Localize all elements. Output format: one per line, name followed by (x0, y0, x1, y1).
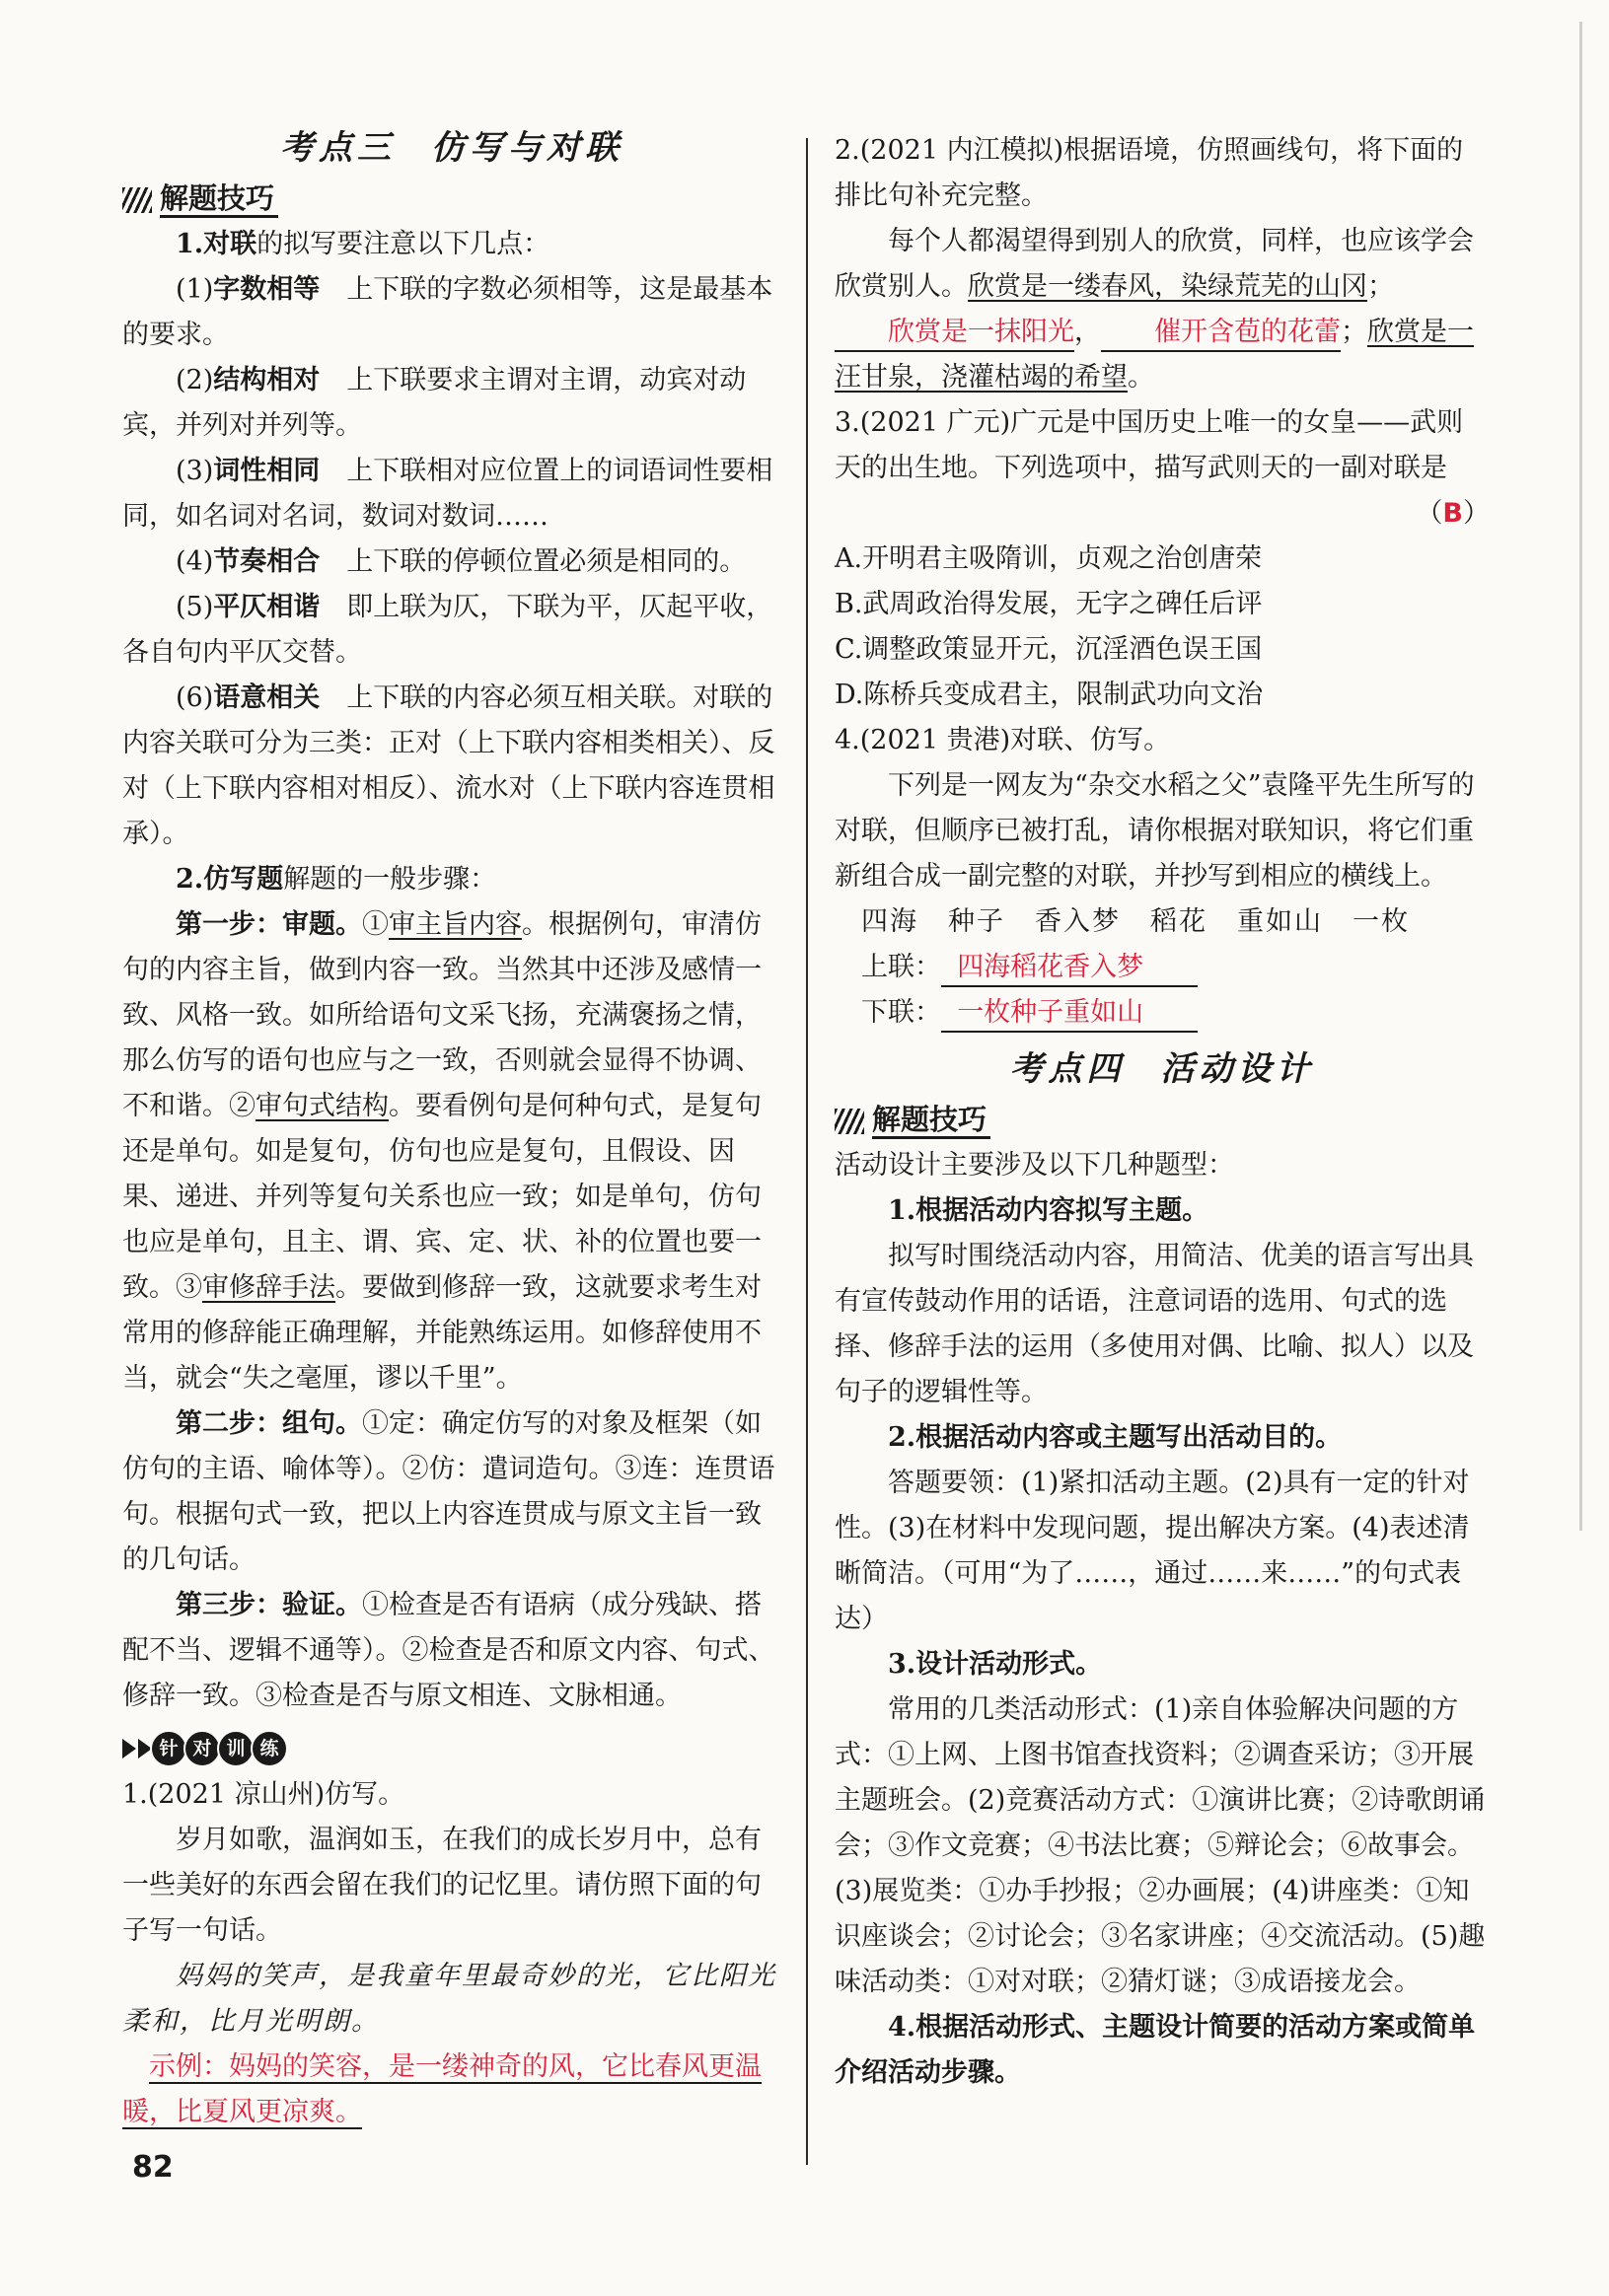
skill-heading (835, 1103, 1490, 1139)
type-2-head: 2.根据活动内容或主题写出活动目的。 (888, 1422, 1343, 1453)
option-d: D.陈桥兵变成君主，限制武功向文治 (835, 680, 1264, 710)
option-a: A.开明君主吸隋训，贞观之治创唐荣 (835, 543, 1263, 574)
word-chip: 重如山 (1237, 906, 1323, 937)
activity-intro: 活动设计主要涉及以下几种题型： (835, 1150, 1234, 1181)
paragraph-imitation-intro: 2.仿写题解题的一般步骤： (176, 864, 497, 895)
couplet-rule-5: (5)平仄相谐 即上联为仄，下联为平，仄起平收，各自句内平仄交替。 (122, 592, 773, 668)
skill-label: 解题技巧 (160, 181, 278, 218)
type-1-text: 拟写时围绕活动内容，用简洁、优美的语言写出具有宣传鼓动作用的话语，注意词语的选用、句式的选择、修辞手法的运用（多使用对偶、比喻、拟人）以及句子的逻辑性等。 (835, 1241, 1474, 1407)
upper-couplet-answer: 四海稻花香入梦 (941, 950, 1198, 987)
word-chip: 一枚 (1353, 906, 1410, 937)
left-column (122, 116, 781, 2135)
hatch-icon (122, 187, 152, 213)
step-2: 第二步：组句。①定：确定仿写的对象及框架（如仿句的主语、喻体等）。②仿：遣词造句。③连：连贯语句。根据句式一致，把以上内容连贯成与原文主旨一致的几句话。 (122, 1408, 775, 1575)
type-3-text: 常用的几类活动形式：(1)亲自体验解决问题的方式：①上网、上图书馆查找资料；②调查采访；③开展主题班会。(2)竞赛活动方式：①演讲比赛；②诗歌朗诵会；③作文竞赛；④书法比赛；⑤辩论会；⑥故事会。(3)展览类：①办手抄报；②办画展；(4)讲座类：①知识座谈会；②讨论会；③名家讲座；④交流活动。(5)趣味活动类：①对对联；②猜灯谜；③成语接龙会。 (835, 1694, 1486, 1997)
couplet-rule-3: (3)词性相同 上下联相对应位置上的词语词性要相同，如名词对名词，数词对数词…… (122, 456, 773, 532)
arrow-icon (122, 1739, 136, 1758)
type-3-head: 3.设计活动形式。 (888, 1649, 1103, 1680)
couplet-rule-6: (6)语意相关 上下联的内容必须互相关联。对联的内容关联可分为三类：正对（上下联内容相类相关）、反对（上下联内容相对相反）、流水对（上下联内容连贯相承）。 (122, 682, 775, 849)
question-3-head: 3.(2021 广元)广元是中国历史上唯一的女皇——武则天的出生地。下列选项中，描写武则天的一副对联是 (835, 407, 1464, 483)
option-b: B.武周政治得发展，无字之碑任后评 (835, 589, 1263, 619)
couplet-rule-4: (4)节奏相合 上下联的停顿位置必须是相同的。 (176, 546, 747, 577)
answer-blank: 催开含苞的花蕾 (1101, 315, 1341, 352)
paragraph-couplet-intro: 1.对联的拟写要注意以下几点： (176, 229, 550, 259)
word-chip: 香入梦 (1035, 906, 1121, 937)
couplet-rule-2: (2)结构相对 上下联要求主谓对主谓，动宾对动宾，并列对并列等。 (122, 365, 747, 441)
type-1-head: 1.根据活动内容拟写主题。 (888, 1195, 1209, 1226)
banner-char: 训 (217, 1730, 255, 1767)
question-1-text: 岁月如歌，温润如玉，在我们的成长岁月中，总有一些美好的东西会留在我们的记忆里。请仿照下面的句子写一句话。 (122, 1825, 762, 1946)
answer-blank: 欣赏是一抹阳光 (835, 315, 1074, 352)
page-edge-line (1579, 22, 1582, 1531)
question-4-head: 4.(2021 贵港)对联、仿写。 (835, 725, 1171, 755)
upper-couplet: 上联： 四海稻花香入梦 (835, 945, 1490, 990)
banner-char: 针 (150, 1730, 187, 1767)
banner-char: 练 (251, 1730, 288, 1767)
column-divider (806, 138, 808, 2165)
skill-label: 解题技巧 (872, 1103, 990, 1139)
training-banner (122, 1729, 781, 1768)
hatch-icon (835, 1109, 864, 1134)
question-3-answer-bracket: （B） (1416, 498, 1490, 529)
question-2-head: 2.(2021 内江模拟)根据语境，仿照画线句，将下面的排比句补充完整。 (835, 135, 1464, 211)
section-title-3 (122, 116, 781, 179)
lower-couplet: 下联： 一枚种子重如山 (835, 990, 1490, 1036)
word-chip: 四海 (861, 906, 918, 937)
skill-heading (122, 181, 781, 218)
couplet-rule-1: (1)字数相等 上下联的字数必须相等，这是最基本的要求。 (122, 274, 773, 350)
word-chip: 种子 (948, 906, 1005, 937)
question-1-head: 1.(2021 凉山州)仿写。 (122, 1779, 405, 1810)
question-1-example: 妈妈的笑声，是我童年里最奇妙的光，它比阳光柔和，比月光明朗。 (122, 1961, 776, 2037)
section-name: 活动设计 (1160, 1049, 1315, 1089)
banner-char: 对 (183, 1730, 221, 1767)
section-number: 考点三 (280, 128, 396, 168)
option-c: C.调整政策显开元，沉淫酒色误王国 (835, 634, 1263, 665)
question-2-text: 每个人都渴望得到别人的欣赏，同样，也应该学会欣赏别人。欣赏是一缕春风，染绿荒芜的山冈；欣赏是一抹阳光， 催开含苞的花蕾；欣赏是一汪甘泉，浇灌枯竭的希望。 (835, 226, 1474, 393)
right-column (835, 128, 1490, 2096)
question-1-answer: 示例：妈妈的笑容，是一缕神奇的风，它比春风更温暖，比夏风更凉爽。 (122, 2051, 762, 2127)
lower-couplet-answer: 一枚种子重如山 (941, 995, 1198, 1033)
question-4-words (835, 899, 1490, 945)
page-number: 82 (132, 2150, 174, 2185)
step-3: 第三步：验证。①检查是否有语病（成分残缺、搭配不当、逻辑不通等）。②检查是否和原文内容、句式、修辞一致。③检查是否与原文相连、文脉相通。 (122, 1590, 775, 1711)
type-4-head: 4.根据活动形式、主题设计简要的活动方案或简单介绍活动步骤。 (835, 2012, 1476, 2088)
section-title-4 (835, 1038, 1490, 1101)
step-1: 第一步：审题。①审主旨内容。根据例句，审清仿句的内容主旨，做到内容一致。当然其中还涉及感情一致、风格一致。如所给语句文采飞扬，充满褒扬之情，那么仿写的语句也应与之一致，否则就会显得不协调、不和谐。②审句式结构。要看例句是何种句式，是复句还是单句。如是复句，仿句也应是复句，且假设、因果、递进、并列等复句关系也应一致；如是单句，仿句也应是单句，且主、谓、宾、定、状、补的位置也要一致。③审修辞手法。要做到修辞一致，这就要求考生对常用的修辞能正确理解，并能熟练运用。如修辞使用不当，就会“失之毫厘，谬以千里”。 (122, 909, 762, 1394)
section-name: 仿写与对联 (431, 128, 623, 168)
section-number: 考点四 (1009, 1049, 1126, 1089)
question-3-answer: B (1442, 498, 1463, 529)
question-4-text: 下列是一网友为“杂交水稻之父”袁隆平先生所写的对联，但顺序已被打乱，请你根据对联知识，将它们重新组合成一副完整的对联，并抄写到相应的横线上。 (835, 770, 1475, 892)
type-2-text: 答题要领：(1)紧扣活动主题。(2)具有一定的针对性。(3)在材料中发现问题，提出解决方案。(4)表述清晰简洁。（可用“为了……，通过……来……”的句式表达） (835, 1468, 1470, 1634)
word-chip: 稻花 (1150, 906, 1207, 937)
